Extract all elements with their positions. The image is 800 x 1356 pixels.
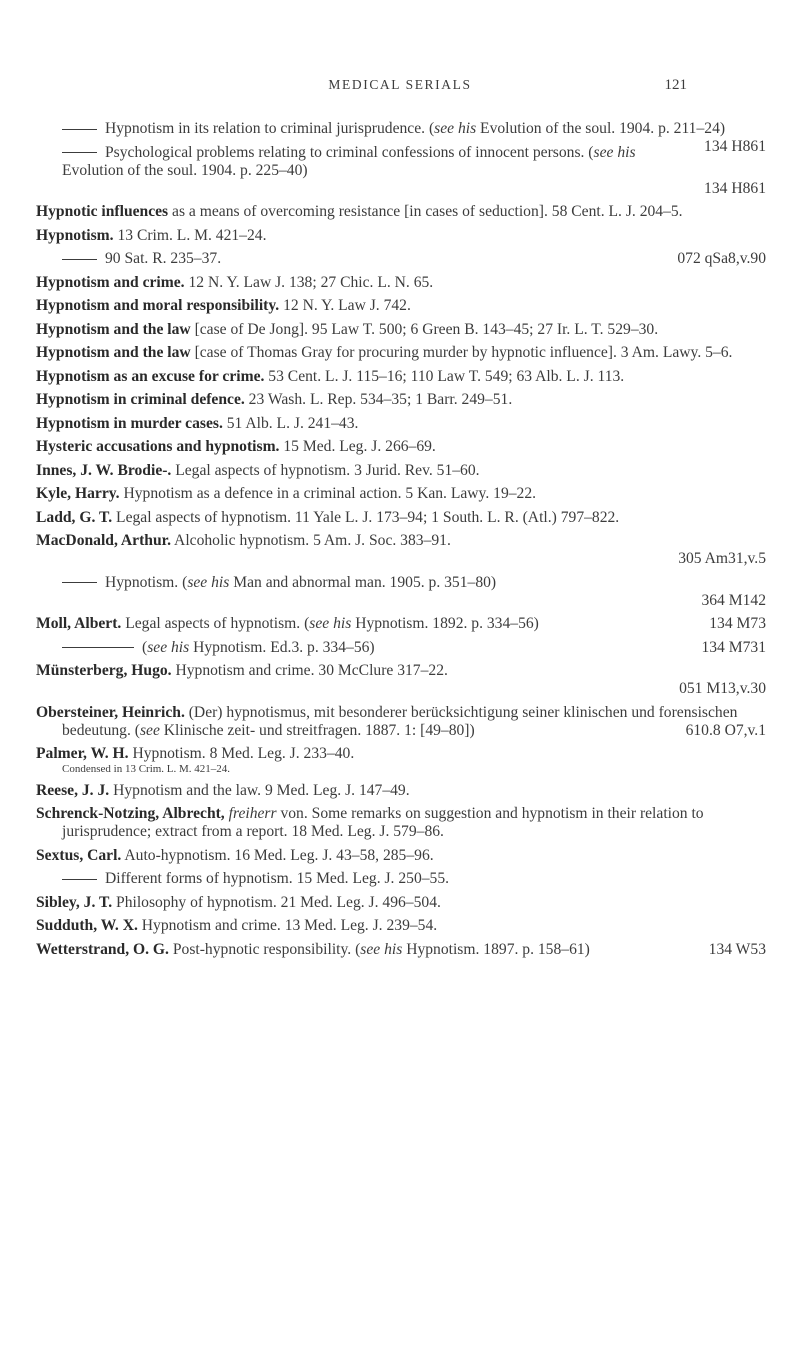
entry-author: Wetterstrand, O. G. — [36, 940, 169, 958]
bibliography-entry — [36, 704, 766, 740]
bibliography-entry — [36, 485, 766, 503]
entry-author: Reese, J. J. — [36, 781, 110, 799]
entry-text: Philosophy of hypnotism. 21 Med. Leg. J. 496–504. — [112, 893, 441, 911]
see-reference: see his — [593, 143, 636, 161]
entry-text: 15 Med. Leg. J. 266–69. — [279, 438, 436, 455]
entry-text: Hypnotism and the law. 9 Med. Leg. J. 147–49. — [109, 781, 410, 799]
ditto-dash — [62, 647, 134, 648]
entry-text: Hypnotism and crime. 13 Med. Leg. J. 239–54. — [137, 917, 438, 934]
entry-text: Klinische zeit- und streitfragen. 1887. 1: [49–80]) — [159, 721, 475, 739]
see-reference: see — [139, 721, 160, 739]
entry-text: Psychological problems relating to criminal confessions of innocent persons. ( — [105, 143, 594, 161]
bibliography-entry — [36, 297, 766, 315]
entry-author: Moll, Albert. — [36, 615, 122, 632]
entry-text: ( — [142, 638, 148, 656]
entry-text: Hypnotism. Ed.3. p. 334–56) — [189, 638, 375, 656]
entry-text: Hypnotism. 1892. p. 334–56) — [351, 615, 539, 632]
entry-text: [case of Thomas Gray for procuring murder by hypnotic influence]. 3 Am. Lawy. 5–6. — [190, 344, 733, 361]
entry-text: (Der) hypnotismus, mit besonderer berücksichtigung seiner klinischen und forensischen bedeutung. ( — [62, 703, 738, 739]
entry-text: Hypnotism and crime. 30 McClure 317–22. — [171, 662, 448, 679]
entry-text: 53 Cent. L. J. 115–16; 110 Law T. 549; 63 Alb. L. J. 113. — [264, 367, 625, 385]
entry-author: MacDonald, Arthur. — [36, 532, 172, 549]
page-header — [0, 76, 800, 96]
entry-text: Auto-hypnotism. 16 Med. Leg. J. 43–58, 285–96. — [121, 846, 434, 864]
entry-text: as a means of overcoming resistance [in cases of seduction]. 58 Cent. L. J. 204–5. — [168, 203, 683, 220]
entry-author: Kyle, Harry. — [36, 485, 120, 502]
bibliography-entry — [36, 227, 766, 245]
title-of-nobility: freiherr — [228, 805, 277, 822]
see-reference: see his — [309, 615, 352, 632]
page-number: 121 — [664, 77, 687, 93]
entry-author: Schrenck-Notzing, Albrecht, — [36, 805, 225, 822]
entry-author: Ladd, G. T. — [36, 508, 113, 526]
see-reference: see his — [187, 573, 230, 591]
entry-text: Hypnotism in its relation to criminal jurisprudence. ( — [105, 120, 435, 137]
entry-author: Innes, J. W. Brodie-. — [36, 461, 172, 479]
entry-text: Alcoholic hypnotism. 5 Am. J. Soc. 383–91. — [171, 532, 451, 549]
entry-author: Obersteiner, Heinrich. — [36, 703, 185, 721]
entry-author: Sextus, Carl. — [36, 846, 122, 864]
entry-text: 90 Sat. R. 235–37. — [105, 250, 222, 267]
entry-text: 12 N. Y. Law J. 138; 27 Chic. L. N. 65. — [184, 273, 434, 291]
entry-author: Hypnotism. — [36, 226, 114, 244]
ditto-dash — [62, 582, 97, 583]
bibliography-entry — [36, 274, 766, 292]
entry-text: 51 Alb. L. J. 241–43. — [222, 414, 359, 432]
call-number: 364 M142 — [701, 591, 766, 609]
condensed-note: Condensed in 13 Crim. L. M. 421–24. — [62, 763, 231, 775]
call-number: 134 W53 — [708, 940, 766, 958]
entry-author: Hypnotism and moral responsibility. — [36, 297, 280, 314]
entry-text: Legal aspects of hypnotism. ( — [121, 615, 310, 632]
bibliography-entry — [36, 250, 766, 268]
ditto-dash — [62, 129, 97, 130]
bibliography-entry — [36, 941, 766, 959]
entry-text: 12 N. Y. Law J. 742. — [279, 297, 411, 314]
call-number: 134 H861 — [704, 138, 766, 155]
running-head: MEDICAL SERIALS — [328, 77, 472, 92]
bibliography-entry — [36, 917, 766, 935]
ditto-dash — [62, 879, 97, 880]
entry-author: Sibley, J. T. — [36, 893, 113, 911]
ditto-dash — [62, 152, 97, 153]
entry-text: [case of De Jong]. 95 Law T. 500; 6 Green B. 143–45; 27 Ir. L. T. 529–30. — [190, 320, 659, 338]
bibliography-entry — [36, 368, 766, 386]
bibliography-entry — [36, 144, 766, 198]
entry-text: Legal aspects of hypnotism. 11 Yale L. J. 173–94; 1 South. L. R. (Atl.) 797–822. — [112, 508, 620, 526]
entry-author: Hypnotism and the law — [36, 320, 191, 338]
entry-author: Hypnotism and the law — [36, 344, 191, 361]
entry-author: Palmer, W. H. — [36, 745, 129, 762]
call-number: 610.8 O7,v.1 — [685, 721, 766, 739]
entry-text: Hypnotism. 8 Med. Leg. J. 233–40. — [128, 745, 355, 762]
entry-author: Hypnotic influences — [36, 203, 169, 220]
bibliography-list — [36, 120, 766, 964]
bibliography-entry — [36, 805, 766, 841]
bibliography-entry — [36, 870, 766, 888]
bibliography-entry — [36, 894, 766, 912]
entry-text: Man and abnormal man. 1905. p. 351–80) — [229, 573, 497, 591]
call-number: 134 M731 — [701, 638, 766, 656]
entry-text: 23 Wash. L. Rep. 534–35; 1 Barr. 249–51. — [244, 391, 513, 408]
bibliography-entry — [36, 639, 766, 657]
bibliography-entry — [36, 509, 766, 527]
entry-author: Hysteric accusations and hypnotism. — [36, 438, 280, 455]
entry-text: Evolution of the soul. 1904. p. 225–40) — [62, 161, 308, 179]
bibliography-entry — [36, 782, 766, 800]
entry-text: Different forms of hypnotism. 15 Med. Leg. J. 250–55. — [105, 870, 450, 887]
call-number: 051 M13,v.30 — [679, 680, 766, 697]
entry-text: von. Some remarks on suggestion and hypnotism in their relation to jurisprudence; extract from a report. 18 Med. Leg. J. 579–86. — [62, 805, 704, 840]
entry-text: Evolution of the soul. 1904. p. 211–24) — [476, 120, 726, 137]
entry-author: Sudduth, W. X. — [36, 917, 138, 934]
bibliography-entry — [36, 321, 766, 339]
ditto-dash — [62, 259, 97, 260]
entry-text: Hypnotism. ( — [105, 573, 188, 591]
call-number: 134 M73 — [709, 615, 766, 632]
bibliography-entry — [36, 745, 766, 776]
entry-text: Hypnotism. 1897. p. 158–61) — [402, 940, 590, 958]
entry-author: Hypnotism as an excuse for crime. — [36, 367, 265, 385]
call-number: 072 qSa8,v.90 — [677, 250, 766, 267]
entry-author: Hypnotism in murder cases. — [36, 414, 223, 432]
entry-text: Post-hypnotic responsibility. ( — [168, 940, 361, 958]
call-number: 305 Am31,v.5 — [678, 550, 766, 567]
bibliography-entry — [36, 203, 766, 221]
bibliography-entry — [36, 391, 766, 409]
bibliography-entry — [36, 462, 766, 480]
entry-author: Münsterberg, Hugo. — [36, 662, 172, 679]
bibliography-entry — [36, 847, 766, 865]
entry-author: Hypnotism and crime. — [36, 273, 185, 291]
bibliography-entry — [36, 438, 766, 456]
bibliography-entry — [36, 532, 766, 568]
see-reference: see his — [147, 638, 190, 656]
entry-author: Hypnotism in criminal defence. — [36, 391, 245, 408]
entry-text: Hypnotism as a defence in a criminal action. 5 Kan. Lawy. 19–22. — [119, 485, 537, 502]
bibliography-entry — [36, 662, 766, 698]
entry-text: 13 Crim. L. M. 421–24. — [113, 226, 267, 244]
see-reference: see his — [360, 940, 403, 958]
see-reference: see his — [434, 120, 477, 137]
call-number: 134 H861 — [704, 179, 766, 197]
bibliography-entry — [36, 415, 766, 433]
bibliography-entry — [36, 615, 766, 633]
bibliography-entry — [36, 344, 766, 362]
bibliography-entry — [36, 574, 766, 610]
entry-text: Legal aspects of hypnotism. 3 Jurid. Rev. 51–60. — [171, 461, 480, 479]
